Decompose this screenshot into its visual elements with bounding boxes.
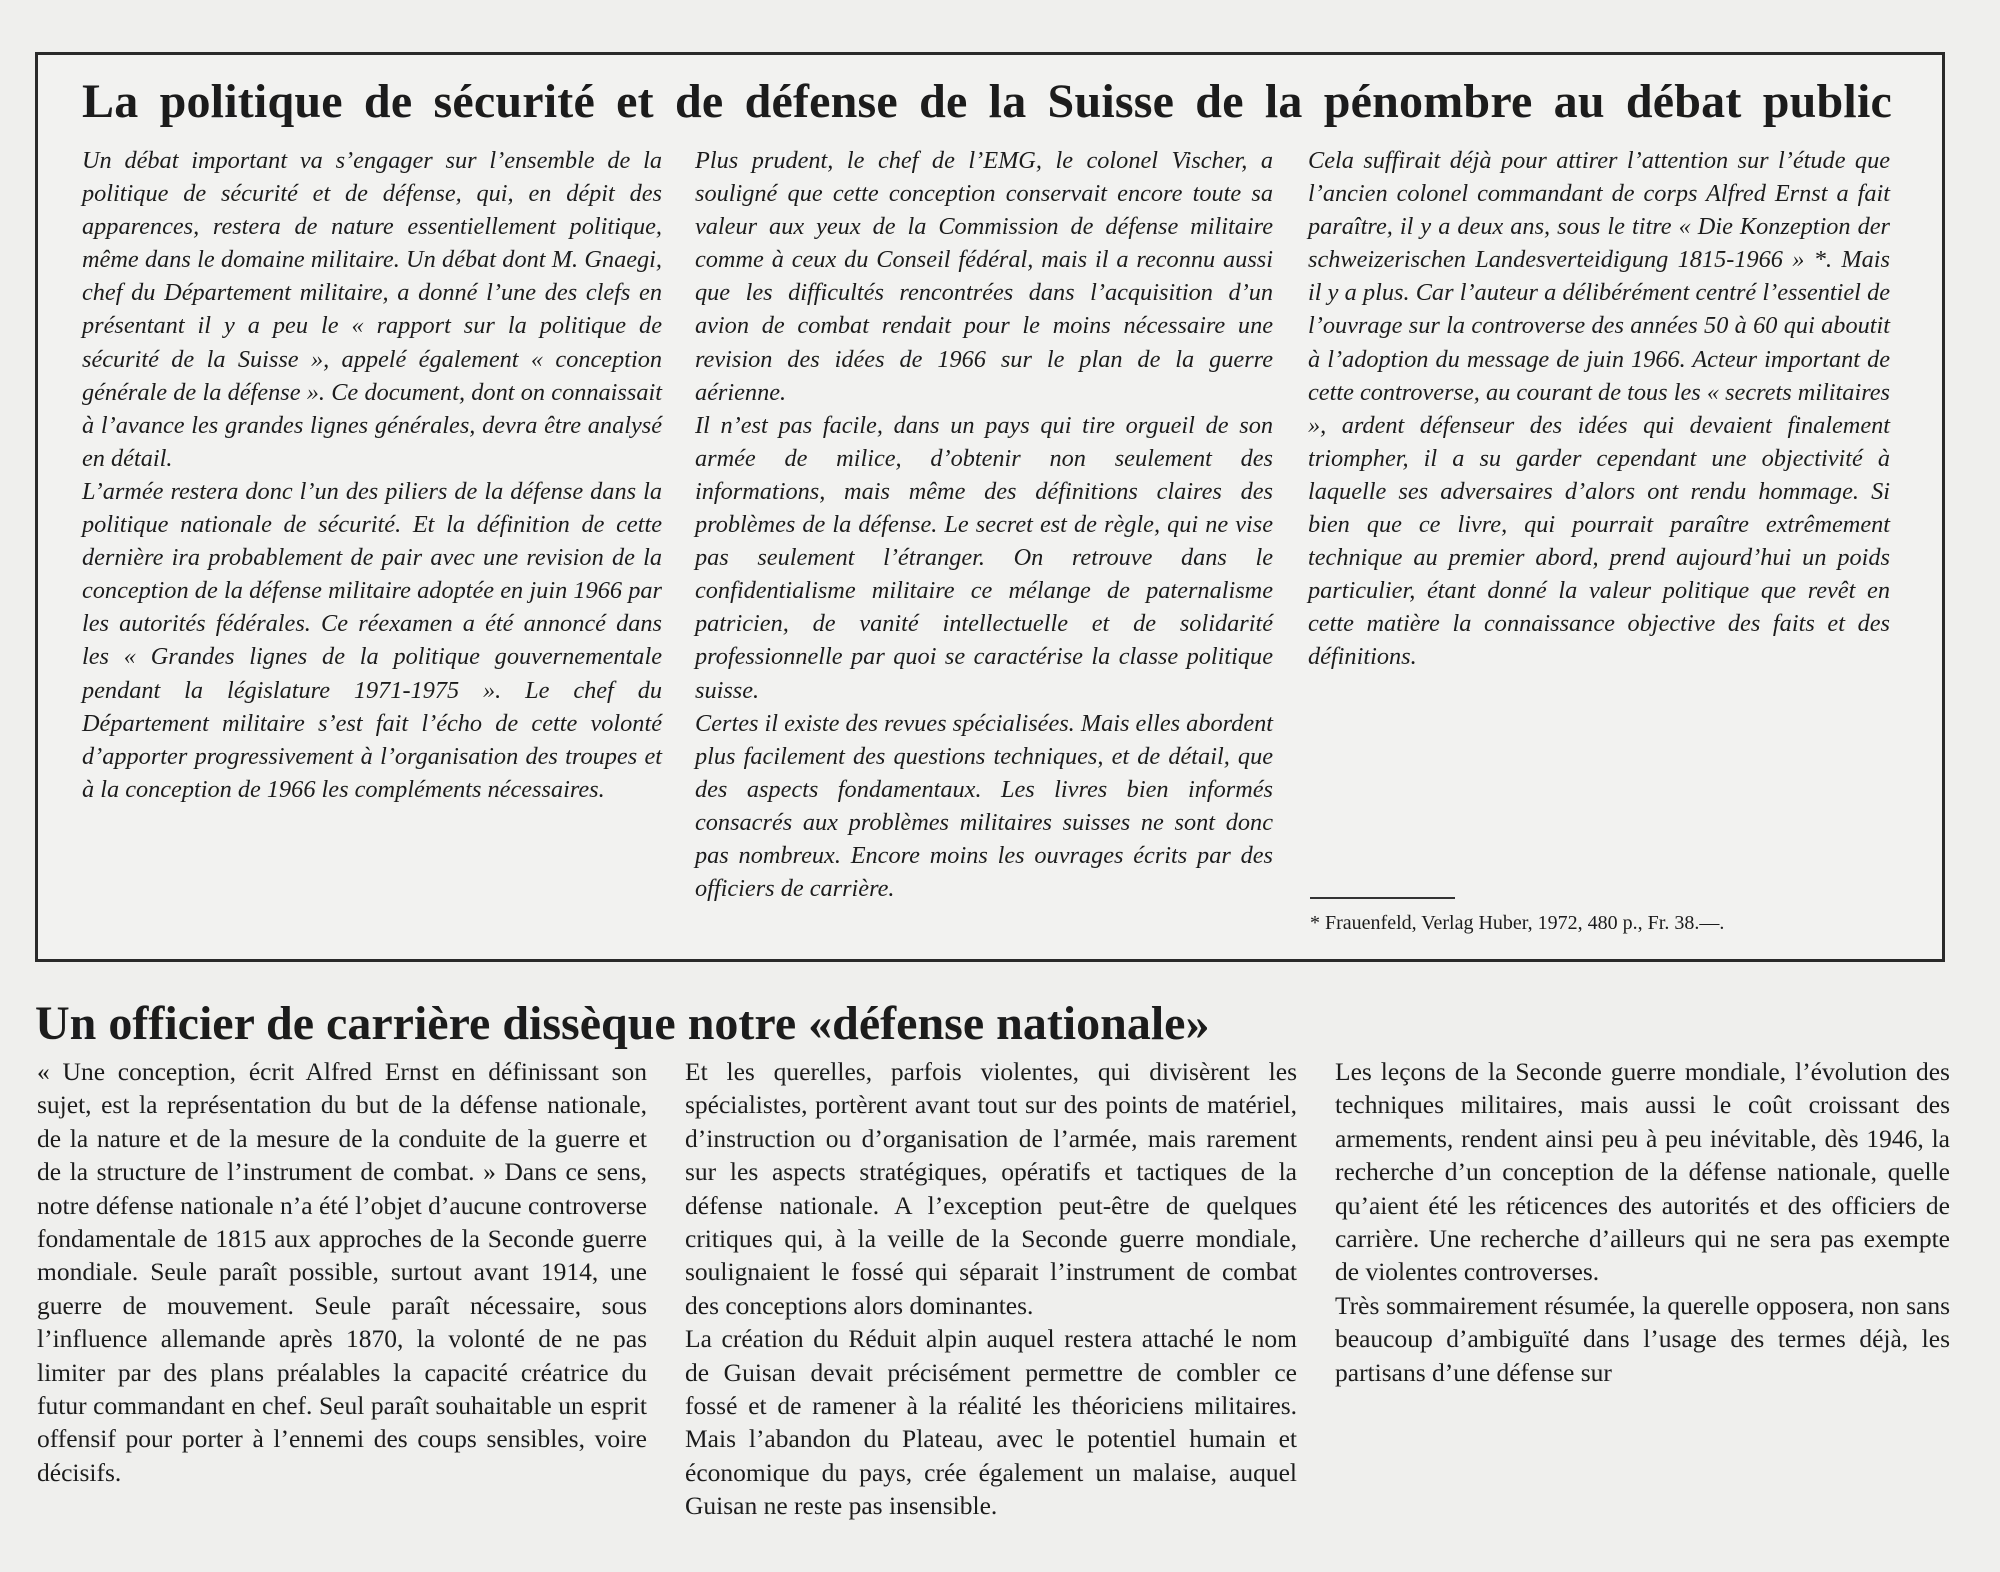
paragraph: Un débat important va s’engager sur l’ensemble de la politique de sécurité et de défense, qui, en dépit des apparences, restera de nature essentiellement politique, même dans le domaine militaire. Un débat dont M. Gnaegi, chef du Département militaire, a donné l’une des clefs en présentant il y a peu le « rapport sur la politique de sécurité de la Suisse », appelé également « conception générale de la défense ». Ce document, dont on connaissait à l’avance les grandes lignes générales, devra être analysé en détail.: [82, 147, 662, 472]
paragraph: Et les querelles, parfois violentes, qui divisèrent les spécialistes, portèrent avant tout sur des points de matériel, d’instruction ou d’organisation de l’armée, mais rarement sur les aspects stratégiques, opératifs et tactiques de la défense nationale. A l’exception peut-être de quelques critiques qui, à la veille de la Seconde guerre mondiale, soulignaient le fossé qui séparait l’instrument de combat des conceptions alors dominantes.: [685, 1057, 1297, 1320]
article-column-1: [82, 144, 662, 806]
footnote: * Frauenfeld, Verlag Huber, 1972, 480 p., Fr. 38.—.: [1310, 912, 1725, 934]
article2-column-2: [685, 1055, 1297, 1523]
article2-column-3: [1335, 1055, 1950, 1389]
article-column-3: [1308, 144, 1890, 674]
article-title-2: Un officier de carrière dissèque notre «défense nationale»: [35, 997, 1210, 1050]
paragraph: « Une conception, écrit Alfred Ernst en définissant son sujet, est la représentation du but de la défense nationale, de la nature et de la mesure de la conduite de la guerre et de la structure de l’instrument de combat. » Dans ce sens, notre défense nationale n’a été l’objet d’aucune controverse fondamentale de 1815 aux approches de la Seconde guerre mondiale. Seule paraît possible, surtout avant 1914, une guerre de mouvement. Seule paraît nécessaire, sous l’influence allemande après 1870, la volonté de ne pas limiter par des plans préalables la capacité créatrice du futur commandant en chef. Seul paraît souhaitable un esprit offensif pour porter à l’ennemi des coups sensibles, voire décisifs.: [37, 1057, 647, 1487]
paragraph: La création du Réduit alpin auquel restera attaché le nom de Guisan devait précisément permettre de combler ce fossé et de ramener à la réalité les théoriciens militaires. Mais l’abandon du Plateau, avec le potentiel humain et économique du pays, crée également un malaise, auquel Guisan ne reste pas insensible.: [685, 1324, 1297, 1521]
article-column-2: [695, 144, 1273, 905]
article2-column-1: [37, 1055, 647, 1489]
paragraph: Certes il existe des revues spécialisées. Mais elles abordent plus facilement des questions techniques, et de détail, que des aspects fondamentaux. Les livres bien informés consacrés aux problèmes militaires suisses ne sont donc pas nombreux. Encore moins les ouvrages écrits par des officiers de carrière.: [695, 709, 1273, 903]
paragraph: Les leçons de la Seconde guerre mondiale, l’évolution des techniques militaires, mais aussi le coût croissant des armements, rendent ainsi peu à peu inévitable, dès 1946, la recherche d’un conception de la défense nationale, quelle qu’aient été les réticences des autorités et des officiers de carrière. Une recherche d’ailleurs qui ne sera pas exempte de violentes controverses.: [1335, 1057, 1950, 1287]
article-title: La politique de sécurité et de défense de la Suisse de la pénombre au débat public: [82, 75, 1892, 128]
paragraph: Cela suffirait déjà pour attirer l’attention sur l’étude que l’ancien colonel commandant de corps Alfred Ernst a fait paraître, il y a deux ans, sous le titre « Die Konzeption der schweizerischen Landesverteidigung 1815-1966 » *. Mais il y a plus. Car l’auteur a délibérément centré l’essentiel de l’ouvrage sur la controverse des années 50 à 60 qui aboutit à l’adoption du message de juin 1966. Acteur important de cette controverse, au courant de tous les « secrets militaires », ardent défenseur des idées qui devaient finalement triompher, il a su garder cependant une objectivité à laquelle ses adversaires d’alors ont rendu hommage. Si bien que ce livre, qui pourrait paraître extrêmement technique au premier abord, prend aujourd’hui un poids particulier, étant donné la valeur politique que revêt en cette matière la connaissance objective des faits et des définitions.: [1308, 147, 1890, 671]
paragraph: Plus prudent, le chef de l’EMG, le colonel Vischer, a souligné que cette conception conservait encore toute sa valeur aux yeux de la Commission de défense militaire comme à ceux du Conseil fédéral, mais il a reconnu aussi que les difficultés rencontrées dans l’acquisition d’un avion de combat rendait pour le moins nécessaire une revision des idées de 1966 sur le plan de la guerre aérienne.: [695, 147, 1273, 406]
paragraph: Très sommairement résumée, la querelle opposera, non sans beaucoup d’ambiguïté dans l’usage des termes déjà, les partisans d’une défense sur: [1335, 1290, 1950, 1387]
paragraph: L’armée restera donc l’un des piliers de la défense dans la politique nationale de sécurité. Et la définition de cette dernière ira probablement de pair avec une revision de la conception de la défense militaire adoptée en juin 1966 par les autorités fédérales. Ce réexamen a été annoncé dans les « Grandes lignes de la politique gouvernementale pendant la législature 1971-1975 ». Le chef du Département militaire s’est fait l’écho de cette volonté d’apporter progressivement à l’organisation des troupes et à la conception de 1966 les compléments nécessaires.: [82, 477, 662, 803]
paragraph: Il n’est pas facile, dans un pays qui tire orgueil de son armée de milice, d’obtenir non seulement des informations, mais même des définitions claires des problèmes de la défense. Le secret est de règle, qui ne vise pas seulement l’étranger. On retrouve dans le confidentialisme militaire ce mélange de paternalisme patricien, de vanité intellectuelle et de solidarité professionnelle par quoi se caractérise la classe politique suisse.: [695, 411, 1273, 704]
footnote-rule: [1310, 897, 1455, 899]
